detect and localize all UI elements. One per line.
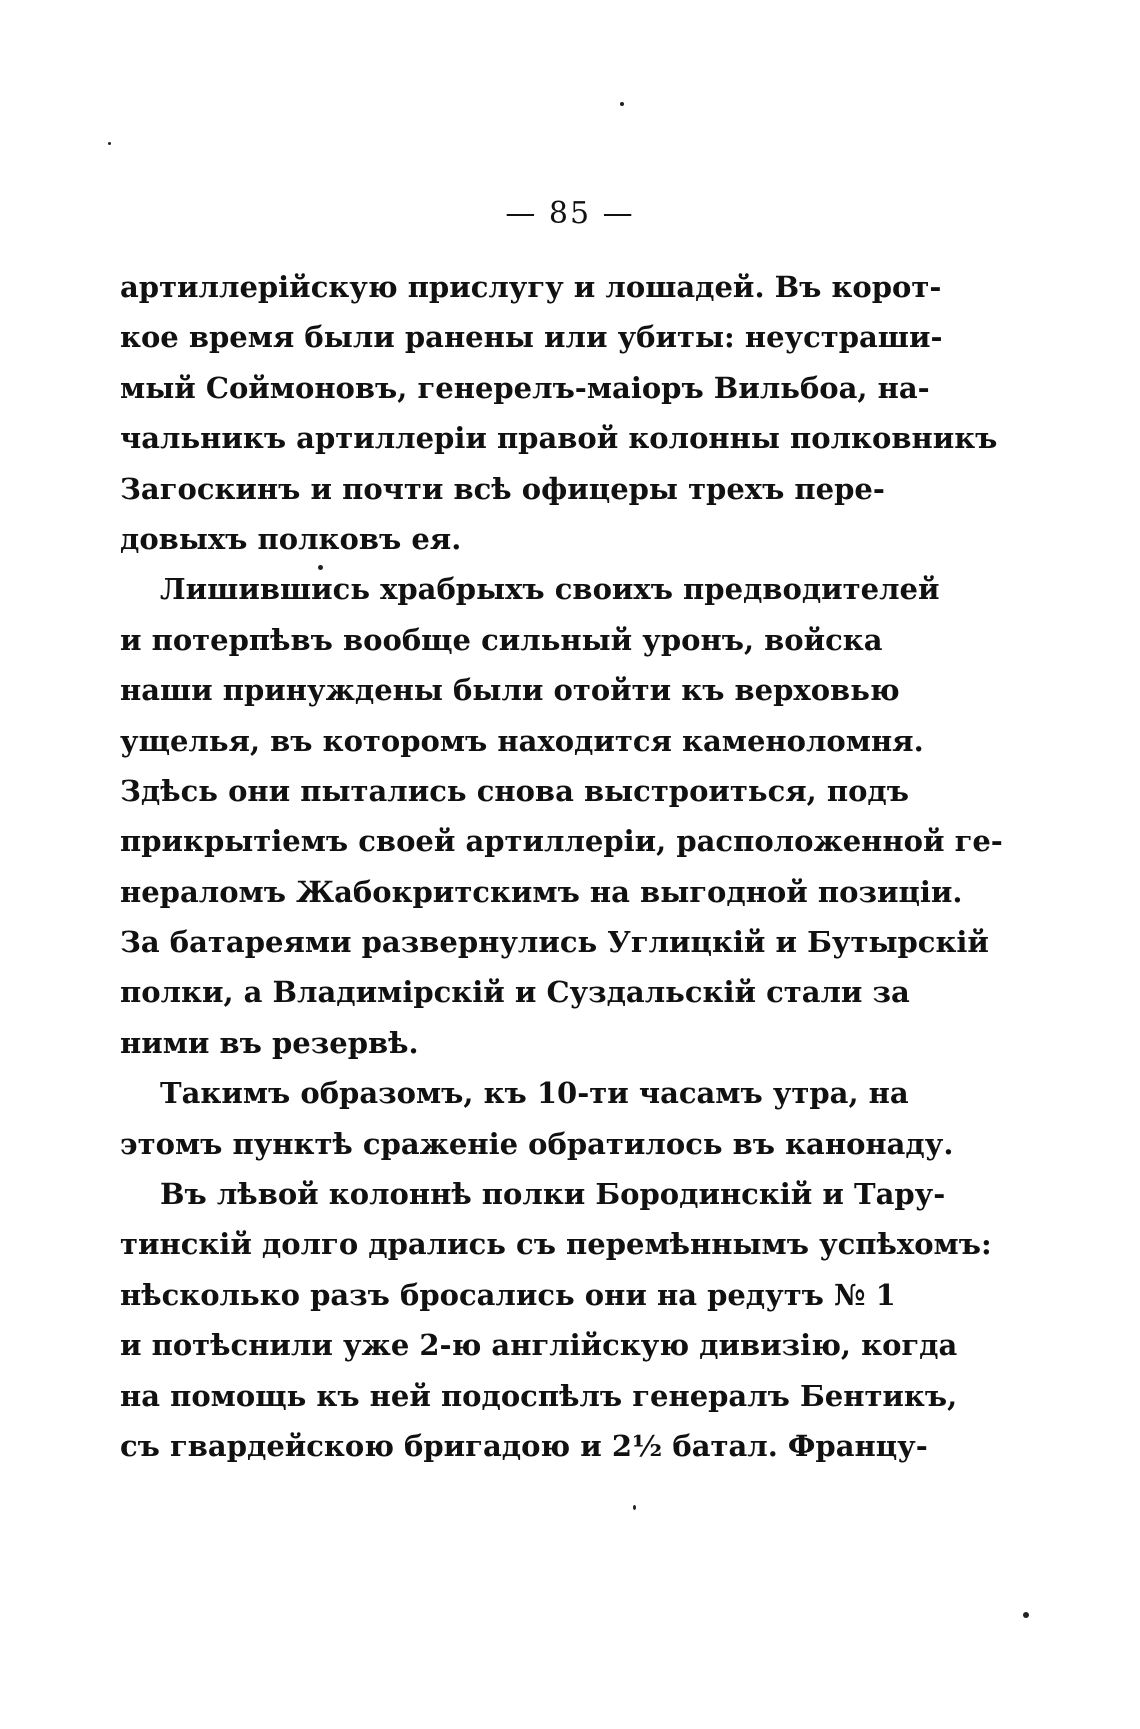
text-line: и потерпѣвъ вообще сильный уронъ, войска bbox=[120, 622, 883, 657]
text-line: на помощь къ ней подоспѣлъ генералъ Бентикъ, bbox=[120, 1378, 958, 1413]
scan-speck bbox=[108, 142, 111, 145]
text-line: Лишившись храбрыхъ своихъ предводителей bbox=[160, 572, 940, 607]
paragraph-1 bbox=[120, 262, 998, 564]
paragraph-2 bbox=[120, 564, 1003, 1068]
text-line: кое время были ранены или убиты: неустраши- bbox=[120, 320, 943, 355]
text-line: прикрытіемъ своей артиллеріи, расположенной ге- bbox=[120, 824, 1003, 859]
text-line: Здѣсь они пытались снова выстроиться, подъ bbox=[120, 773, 910, 808]
text-line: полки, а Владимірскій и Суздальскій стали за bbox=[120, 975, 910, 1010]
text-line: этомъ пунктѣ сраженіе обратилось въ канонаду. bbox=[120, 1126, 954, 1161]
text-line: ущелья, въ которомъ находится каменоломня. bbox=[120, 723, 924, 758]
body-text bbox=[120, 262, 1003, 1471]
text-line: Въ лѣвой колоннѣ полки Бородинскій и Тару- bbox=[160, 1177, 946, 1212]
scan-speck bbox=[620, 102, 624, 106]
text-line: и потѣснили уже 2-ю англійскую дивизію, когда bbox=[120, 1328, 958, 1363]
text-line: нѣсколько разъ бросались они на редутъ № 1 bbox=[120, 1277, 896, 1312]
text-line: довыхъ полковъ ея. bbox=[120, 521, 462, 556]
text-line: тинскій долго дрались съ перемѣннымъ успѣхомъ: bbox=[120, 1227, 992, 1262]
text-line: ними въ резервѣ. bbox=[120, 1025, 419, 1060]
text-line: съ гвардейскою бригадою и 2½ батал. Францу- bbox=[120, 1428, 928, 1463]
text-line: нераломъ Жабокритскимъ на выгодной позиціи. bbox=[120, 874, 963, 909]
text-line: За батареями развернулись Углицкій и Бутырскій bbox=[120, 925, 989, 960]
text-line: наши принуждены были отойти къ верховью bbox=[120, 673, 900, 708]
scan-speck bbox=[633, 1505, 636, 1510]
paragraph-4 bbox=[120, 1169, 992, 1471]
scan-speck bbox=[1023, 1612, 1029, 1618]
paragraph-3 bbox=[120, 1068, 954, 1169]
text-line: артиллерійскую прислугу и лошадей. Въ корот- bbox=[120, 270, 942, 304]
text-line: чальникъ артиллеріи правой колонны полковникъ bbox=[120, 421, 998, 456]
text-line: Загоскинъ и почти всѣ офицеры трехъ пере- bbox=[120, 471, 885, 506]
text-line: мый Соймоновъ, генерелъ-маіоръ Вильбоа, на- bbox=[120, 370, 930, 405]
text-line: Такимъ образомъ, къ 10-ти часамъ утра, на bbox=[160, 1076, 909, 1111]
page-number: — 85 — bbox=[505, 196, 635, 231]
scan-speck bbox=[318, 565, 323, 570]
